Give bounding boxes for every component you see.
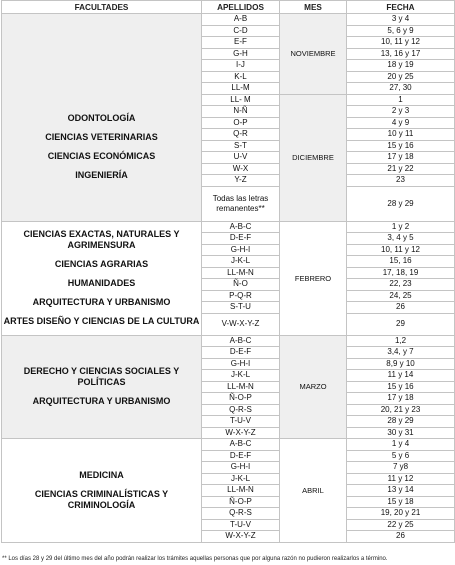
fecha-cell: 28 y 29 xyxy=(347,416,455,428)
faculty-name: CIENCIAS AGRARIAS xyxy=(54,259,149,269)
fecha-cell: 17 y 18 xyxy=(347,393,455,405)
fecha-cell: 10, 11 y 12 xyxy=(347,37,455,49)
fecha-cell: 18 y 19 xyxy=(347,60,455,72)
header-facultades: FACULTADES xyxy=(2,1,202,14)
faculty-name: HUMANIDADES xyxy=(67,278,136,288)
faculty-name: MEDICINA xyxy=(79,469,124,480)
apellidos-cell: Y-Z xyxy=(202,175,280,187)
table-row xyxy=(2,14,455,26)
faculty-name: ODONTOLOGÍA xyxy=(67,113,136,124)
apellidos-cell: Q-R xyxy=(202,129,280,141)
fecha-cell: 1 y 4 xyxy=(347,439,455,451)
month-cell: FEBRERO xyxy=(280,221,347,335)
apellidos-cell: Q-R-S xyxy=(202,404,280,416)
apellidos-cell: D-E-F xyxy=(202,233,280,245)
fecha-cell: 13, 16 y 17 xyxy=(347,48,455,60)
apellidos-cell: S-T xyxy=(202,140,280,152)
faculty-name: CIENCIAS EXACTAS, NATURALES Y AGRIMENSURA xyxy=(23,229,180,250)
apellidos-cell: A-B-C xyxy=(202,221,280,233)
apellidos-cell: LL- M xyxy=(202,94,280,106)
apellidos-cell: W-X-Y-Z xyxy=(202,427,280,439)
apellidos-cell: U-V xyxy=(202,152,280,164)
apellidos-cell: K-L xyxy=(202,71,280,83)
apellidos-cell: A-B-C xyxy=(202,335,280,347)
fecha-cell: 26 xyxy=(347,531,455,543)
fecha-cell: 21 y 22 xyxy=(347,163,455,175)
faculty-name: DERECHO Y CIENCIAS SOCIALES Y POLÍTICAS xyxy=(23,366,180,388)
fecha-cell: 27, 30 xyxy=(347,83,455,95)
faculty-name: ARTES DISEÑO Y CIENCIAS DE LA CULTURA xyxy=(3,316,200,326)
header-fecha: FECHA xyxy=(347,1,455,14)
apellidos-cell: P-Q-R xyxy=(202,290,280,302)
fecha-cell: 26 xyxy=(347,302,455,314)
apellidos-cell: LL-M-N xyxy=(202,485,280,497)
apellidos-cell: LL-M xyxy=(202,83,280,95)
footnote: ** Los días 28 y 29 del último mes del año podrán realizar los trámites aquellas personas que por alguna razón no pudieron realizarlos a término. xyxy=(2,556,388,562)
fecha-cell: 28 y 29 xyxy=(347,186,455,221)
fecha-cell: 1 xyxy=(347,94,455,106)
apellidos-cell: LL-M-N xyxy=(202,267,280,279)
apellidos-cell: G-H-I xyxy=(202,244,280,256)
apellidos-cell: LL-M-N xyxy=(202,381,280,393)
fecha-cell: 15, 16 xyxy=(347,256,455,268)
fecha-cell: 13 y 14 xyxy=(347,485,455,497)
header-mes: MES xyxy=(280,1,347,14)
fecha-cell: 15 y 18 xyxy=(347,496,455,508)
apellidos-cell: Ñ-O-P xyxy=(202,496,280,508)
month-cell: NOVIEMBRE xyxy=(280,14,347,95)
fecha-cell: 8,9 y 10 xyxy=(347,358,455,370)
faculty-name: ARQUITECTURA Y URBANISMO xyxy=(32,396,171,407)
apellidos-cell: T-U-V xyxy=(202,416,280,428)
fecha-cell: 5 y 6 xyxy=(347,450,455,462)
apellidos-cell: E-F xyxy=(202,37,280,49)
apellidos-cell: Todas las letras remanentes** xyxy=(202,186,280,221)
fecha-cell: 20, 21 y 23 xyxy=(347,404,455,416)
fecha-cell: 22 y 25 xyxy=(347,519,455,531)
apellidos-cell: G-H-I xyxy=(202,358,280,370)
schedule-table xyxy=(1,0,455,543)
apellidos-cell: N-Ñ xyxy=(202,106,280,118)
apellidos-cell: I-J xyxy=(202,60,280,72)
apellidos-cell: D-E-F xyxy=(202,347,280,359)
faculty-cell xyxy=(2,439,202,543)
month-cell: DICIEMBRE xyxy=(280,94,347,221)
fecha-cell: 4 y 9 xyxy=(347,117,455,129)
header-apellidos: APELLIDOS xyxy=(202,1,280,14)
apellidos-cell: A-B xyxy=(202,14,280,26)
fecha-cell: 1,2 xyxy=(347,335,455,347)
fecha-cell: 15 y 16 xyxy=(347,140,455,152)
table-row xyxy=(2,439,455,451)
apellidos-cell: T-U-V xyxy=(202,519,280,531)
fecha-cell: 10, 11 y 12 xyxy=(347,244,455,256)
faculty-name: ARQUITECTURA Y URBANISMO xyxy=(32,297,171,307)
fecha-cell: 11 y 12 xyxy=(347,473,455,485)
fecha-cell: 1 y 2 xyxy=(347,221,455,233)
apellidos-cell: J-K-L xyxy=(202,473,280,485)
fecha-cell: 3 y 4 xyxy=(347,14,455,26)
apellidos-cell: D-E-F xyxy=(202,450,280,462)
faculty-cell xyxy=(2,221,202,335)
fecha-cell: 7 y8 xyxy=(347,462,455,474)
month-cell: MARZO xyxy=(280,335,347,439)
faculty-name: CIENCIAS ECONÓMICAS xyxy=(47,151,156,162)
fecha-cell: 20 y 25 xyxy=(347,71,455,83)
apellidos-cell: S-T-U xyxy=(202,302,280,314)
fecha-cell: 15 y 16 xyxy=(347,381,455,393)
apellidos-cell: V-W-X-Y-Z xyxy=(202,313,280,335)
fecha-cell: 19, 20 y 21 xyxy=(347,508,455,520)
fecha-cell: 23 xyxy=(347,175,455,187)
faculty-cell xyxy=(2,14,202,222)
apellidos-cell: W-X xyxy=(202,163,280,175)
fecha-cell: 11 y 14 xyxy=(347,370,455,382)
apellidos-cell: G-H xyxy=(202,48,280,60)
apellidos-cell: O-P xyxy=(202,117,280,129)
apellidos-cell: Q-R-S xyxy=(202,508,280,520)
fecha-cell: 29 xyxy=(347,313,455,335)
faculty-name: CIENCIAS CRIMINALÍSTICAS Y CRIMINOLOGÍA xyxy=(34,488,169,510)
apellidos-cell: J-K-L xyxy=(202,256,280,268)
fecha-cell: 17 y 18 xyxy=(347,152,455,164)
fecha-cell: 24, 25 xyxy=(347,290,455,302)
fecha-cell: 10 y 11 xyxy=(347,129,455,141)
faculty-name: CIENCIAS VETERINARIAS xyxy=(45,132,158,143)
month-cell: ABRIL xyxy=(280,439,347,543)
apellidos-cell: A-B-C xyxy=(202,439,280,451)
fecha-cell: 17, 18, 19 xyxy=(347,267,455,279)
apellidos-cell: J-K-L xyxy=(202,370,280,382)
fecha-cell: 3, 4 y 5 xyxy=(347,233,455,245)
fecha-cell: 22, 23 xyxy=(347,279,455,291)
table-row xyxy=(2,221,455,233)
table-row xyxy=(2,335,455,347)
faculty-name: INGENIERÍA xyxy=(75,170,128,181)
fecha-cell: 30 y 31 xyxy=(347,427,455,439)
header-row xyxy=(2,1,455,14)
apellidos-cell: Ñ-O-P xyxy=(202,393,280,405)
apellidos-cell: C-D xyxy=(202,25,280,37)
fecha-cell: 3,4, y 7 xyxy=(347,347,455,359)
fecha-cell: 2 y 3 xyxy=(347,106,455,118)
fecha-cell: 5, 6 y 9 xyxy=(347,25,455,37)
apellidos-cell: Ñ-O xyxy=(202,279,280,291)
faculty-cell xyxy=(2,335,202,439)
apellidos-cell: G-H-I xyxy=(202,462,280,474)
apellidos-cell: W-X-Y-Z xyxy=(202,531,280,543)
